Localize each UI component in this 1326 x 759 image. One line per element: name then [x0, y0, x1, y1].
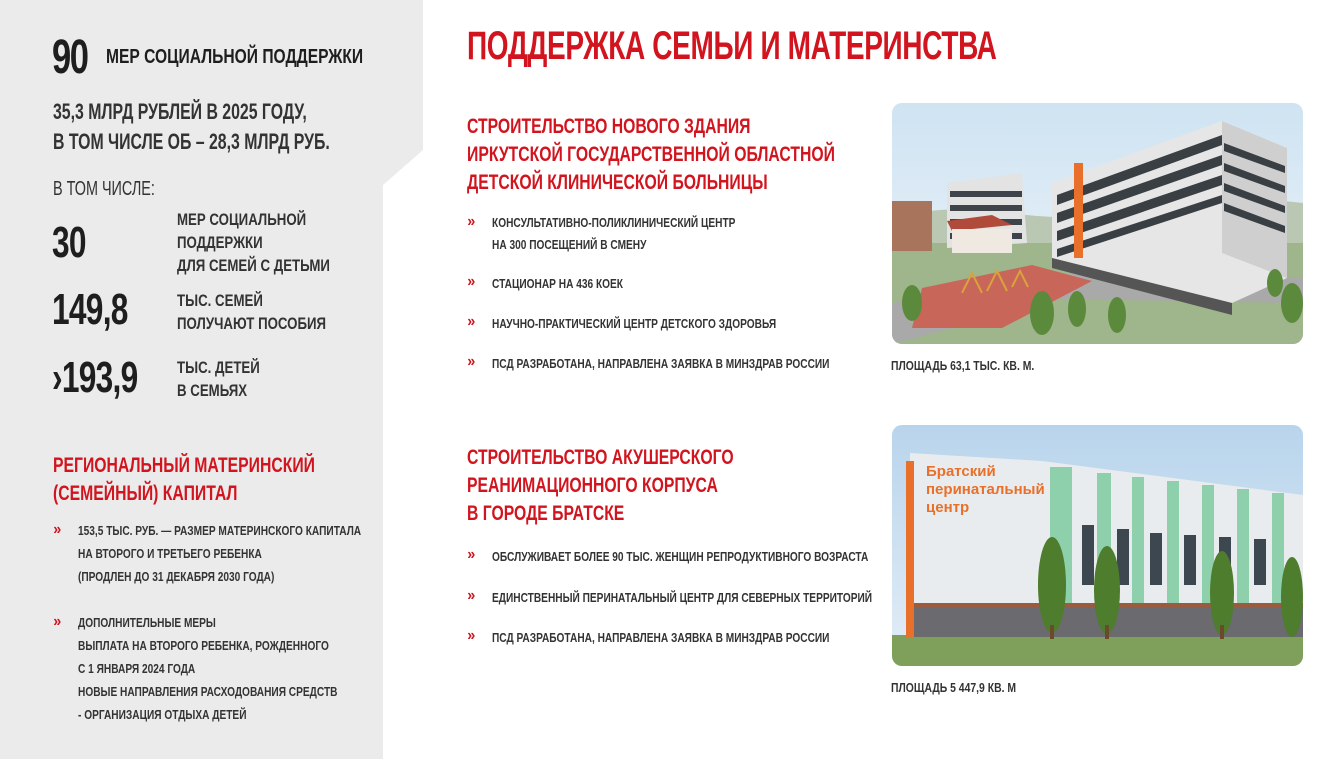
double-chevron-icon: »: [467, 353, 473, 370]
capital-bullet-2-line: С 1 ЯНВАРЯ 2024 ГОДА: [78, 661, 196, 676]
project1-title: [467, 113, 835, 197]
stat-label-line: ТЫС. ДЕТЕЙ: [177, 358, 260, 377]
double-chevron-icon: »: [53, 613, 59, 630]
project1-bullet-3: НАУЧНО-ПРАКТИЧЕСКИЙ ЦЕНТР ДЕТСКОГО ЗДОРОВЬЯ: [492, 316, 777, 331]
stat-label-line: МЕР СОЦИАЛЬНОЙ: [177, 210, 307, 229]
project2-title-line: РЕАНИМАЦИОННОГО КОРПУСА: [467, 474, 718, 497]
project1-bullet-1-line: КОНСУЛЬТАТИВНО-ПОЛИКЛИНИЧЕСКИЙ ЦЕНТР: [492, 215, 736, 230]
project1-bullet-2: СТАЦИОНАР НА 436 КОЕК: [492, 276, 623, 291]
capital-bullet-1-line: 153,5 ТЫС. РУБ. — РАЗМЕР МАТЕРИНСКОГО КАПИТАЛА: [78, 523, 362, 538]
project1-bullet-1: [492, 212, 735, 256]
capital-bullet-2-line: ВЫПЛАТА НА ВТОРОГО РЕБЕНКА, РОЖДЕННОГО: [78, 638, 329, 653]
double-chevron-icon: »: [467, 627, 473, 644]
project2-title-line: В ГОРОДЕ БРАТСКЕ: [467, 502, 625, 525]
project2-bullet-3: ПСД РАЗРАБОТАНА, НАПРАВЛЕНА ЗАЯВКА В МИНЗДРАВ РОССИИ: [492, 630, 830, 645]
funding-line-1: 35,3 МЛРД РУБЛЕЙ В 2025 ГОДУ,: [53, 99, 307, 124]
left-panel-notch: [383, 0, 423, 759]
capital-title: [53, 452, 315, 508]
double-chevron-icon: »: [467, 313, 473, 330]
total-measures-number: 90: [52, 31, 88, 84]
double-chevron-icon: »: [467, 273, 473, 290]
stat-label-line: ТЫС. СЕМЕЙ: [177, 291, 263, 310]
stat-measures-families-label: [177, 208, 330, 277]
project1-area-caption: ПЛОЩАДЬ 63,1 ТЫС. КВ. М.: [891, 358, 1035, 373]
capital-bullet-1-line: НА ВТОРОГО И ТРЕТЬЕГО РЕБЕНКА: [78, 546, 262, 561]
total-measures-label: МЕР СОЦИАЛЬНОЙ ПОДДЕРЖКИ: [106, 46, 364, 68]
funding-line-2: В ТОМ ЧИСЛЕ ОБ – 28,3 МЛРД РУБ.: [53, 129, 330, 154]
capital-bullet-2-line: - ОРГАНИЗАЦИЯ ОТДЫХА ДЕТЕЙ: [78, 707, 247, 722]
capital-bullet-2-line: НОВЫЕ НАПРАВЛЕНИЯ РАСХОДОВАНИЯ СРЕДСТВ: [78, 684, 338, 699]
double-chevron-icon: »: [467, 587, 473, 604]
capital-title-line-2: (СЕМЕЙНЫЙ) КАПИТАЛ: [53, 482, 238, 505]
project1-title-line: ИРКУТСКОЙ ГОСУДАРСТВЕННОЙ ОБЛАСТНОЙ: [467, 143, 835, 166]
stat-children-value: ›193,9: [52, 353, 138, 402]
stat-label-line: ПОЛУЧАЮТ ПОСОБИЯ: [177, 314, 327, 333]
sign-line: Братский: [926, 463, 996, 480]
project1-bullet-1-line: НА 300 ПОСЕЩЕНИЙ В СМЕНУ: [492, 237, 647, 252]
double-chevron-icon: »: [467, 546, 473, 563]
project2-bullet-2: ЕДИНСТВЕННЫЙ ПЕРИНАТАЛЬНЫЙ ЦЕНТР ДЛЯ СЕВЕРНЫХ ТЕРРИТОРИЙ: [492, 590, 873, 605]
project1-title-line: ДЕТСКОЙ КЛИНИЧЕСКОЙ БОЛЬНИЦЫ: [467, 171, 768, 194]
stat-label-line: В СЕМЬЯХ: [177, 381, 248, 400]
page-title: ПОДДЕРЖКА СЕМЬИ И МАТЕРИНСТВА: [467, 24, 997, 68]
double-chevron-icon: »: [467, 213, 473, 230]
project2-bullet-1: ОБСЛУЖИВАЕТ БОЛЕЕ 90 ТЫС. ЖЕНЩИН РЕПРОДУКТИВНОГО ВОЗРАСТА: [492, 549, 869, 564]
sign-line: перинатальный: [926, 481, 1045, 498]
stat-measures-families-value: 30: [52, 218, 86, 267]
project2-area-caption: ПЛОЩАДЬ 5 447,9 КВ. М: [891, 680, 1017, 695]
capital-bullet-2-line: ДОПОЛНИТЕЛЬНЫЕ МЕРЫ: [78, 615, 216, 630]
perinatal-center-render-image: [892, 425, 1303, 666]
capital-title-line-1: РЕГИОНАЛЬНЫЙ МАТЕРИНСКИЙ: [53, 454, 315, 477]
stat-families-value: 149,8: [52, 285, 128, 334]
capital-bullet-1-line: (ПРОДЛЕН ДО 31 ДЕКАБРЯ 2030 ГОДА): [78, 569, 275, 584]
funding-text: [53, 97, 330, 157]
sign-line: центр: [926, 499, 970, 516]
capital-bullet-1: [78, 519, 361, 588]
double-chevron-icon: »: [53, 521, 59, 538]
hospital-render-image: [892, 103, 1303, 344]
project2-title-line: СТРОИТЕЛЬСТВО АКУШЕРСКОГО: [467, 446, 734, 469]
stat-label-line: ДЛЯ СЕМЕЙ С ДЕТЬМИ: [177, 256, 330, 275]
project1-title-line: СТРОИТЕЛЬСТВО НОВОГО ЗДАНИЯ: [467, 115, 751, 138]
capital-bullet-2: [78, 611, 337, 726]
perinatal-sign: [926, 463, 1045, 517]
including-label: В ТОМ ЧИСЛЕ:: [53, 178, 155, 200]
stat-families-label: [177, 289, 326, 335]
project2-title: [467, 444, 734, 528]
stat-label-line: ПОДДЕРЖКИ: [177, 233, 263, 252]
project1-bullet-4: ПСД РАЗРАБОТАНА, НАПРАВЛЕНА ЗАЯВКА В МИНЗДРАВ РОССИИ: [492, 356, 830, 371]
stat-children-label: [177, 356, 260, 402]
